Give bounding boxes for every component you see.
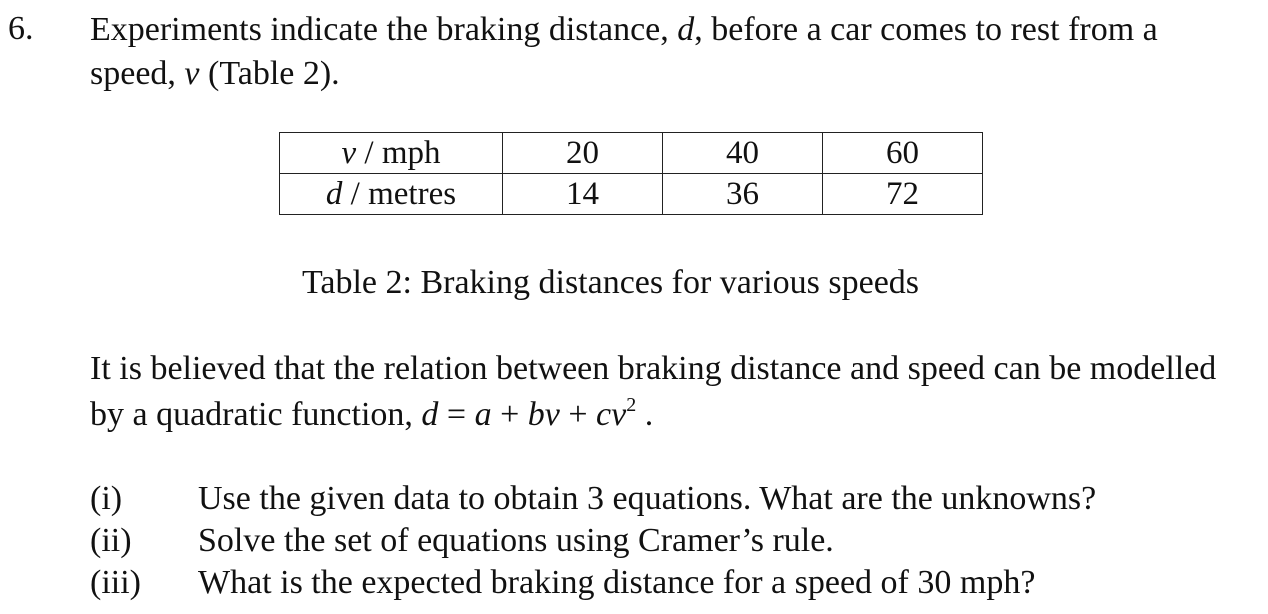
- braking-data-table: [279, 132, 983, 215]
- formula-plus: +: [491, 396, 528, 433]
- question-number: 6.: [8, 10, 34, 47]
- table-row-distance: [280, 174, 983, 215]
- table-cell: 20: [503, 133, 663, 174]
- formula-period: .: [636, 396, 654, 433]
- part-text: What is the expected braking distance for a speed of 30 mph?: [198, 564, 1036, 601]
- question-intro: [90, 8, 1250, 96]
- question-part: [90, 562, 1096, 604]
- part-number: (i): [90, 480, 123, 517]
- table-cell: 40: [663, 133, 823, 174]
- intro-var-v: v: [184, 55, 200, 92]
- part-text: Solve the set of equations using Cramer’s rule.: [198, 522, 834, 559]
- row-header-var: d: [325, 176, 343, 212]
- formula-v: v: [611, 396, 627, 433]
- question-part: [90, 520, 1096, 562]
- row-header-unit: / mph: [356, 135, 441, 171]
- table-cell: 72: [823, 174, 983, 215]
- table-row-speed: [280, 133, 983, 174]
- relation-text: It is believed that the relation between braking distance and speed can be modelled by a quadratic function,: [90, 350, 1217, 433]
- relation-paragraph: [90, 346, 1250, 438]
- question-parts: [90, 478, 1096, 604]
- formula-plus: +: [559, 396, 597, 433]
- intro-text-2: , before a car comes to rest from a speed,: [90, 11, 1158, 92]
- quadratic-formula: [421, 396, 653, 433]
- formula-b: b: [527, 396, 545, 433]
- part-text: Use the given data to obtain 3 equations. What are the unknowns?: [198, 480, 1097, 517]
- row-header-speed: [280, 133, 503, 174]
- part-number: (ii): [90, 522, 132, 559]
- formula-exponent: 2: [626, 394, 637, 416]
- table-caption: Table 2: Braking distances for various speeds: [302, 264, 920, 301]
- row-header-distance: [280, 174, 503, 215]
- row-header-unit: / metres: [342, 176, 457, 212]
- formula-v: v: [544, 396, 560, 433]
- table-cell: 36: [663, 174, 823, 215]
- table-cell: 14: [503, 174, 663, 215]
- formula-c: c: [596, 396, 612, 433]
- formula-a: a: [474, 396, 492, 433]
- row-header-var: v: [341, 135, 357, 171]
- part-number: (iii): [90, 564, 141, 601]
- intro-var-d: d: [677, 11, 695, 48]
- intro-text-1: Experiments indicate the braking distance,: [90, 11, 678, 48]
- formula-equals: =: [438, 396, 475, 433]
- question-part: [90, 478, 1096, 520]
- intro-text-3: (Table 2).: [199, 55, 340, 92]
- formula-d: d: [421, 396, 439, 433]
- table-cell: 60: [823, 133, 983, 174]
